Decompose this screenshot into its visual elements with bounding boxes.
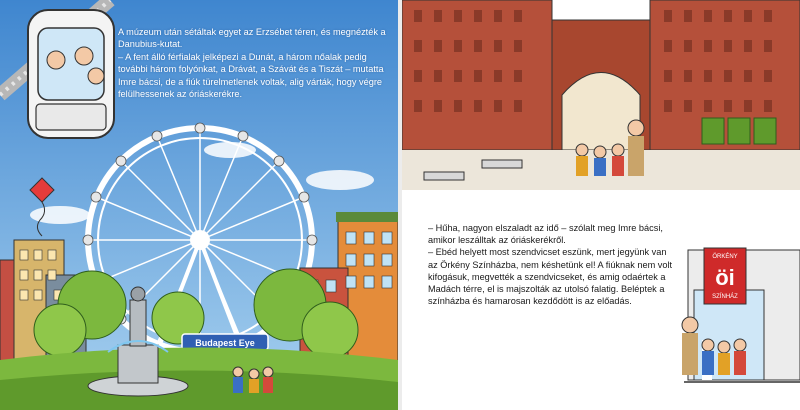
left-page-text xyxy=(118,26,386,100)
right-page xyxy=(402,0,800,410)
hedge-cubes xyxy=(702,118,776,144)
right-paragraph-1: – Hűha, nagyon elszaladt az idő – szólalt meg Imre bácsi, amikor leszálltak az óriáskerékről. xyxy=(428,223,663,246)
svg-text:öi: öi xyxy=(715,265,735,290)
people-group xyxy=(233,367,273,393)
madach-square-illustration xyxy=(402,0,800,410)
svg-text:SZÍNHÁZ: SZÍNHÁZ xyxy=(712,294,738,300)
orkeny-theatre-sign xyxy=(704,248,746,304)
svg-text:ÖRKÉNY: ÖRKÉNY xyxy=(712,254,738,260)
left-paragraph-1: A múzeum után sétáltak egyet az Erzsébet téren, és megnézték a Danubius-kutat. xyxy=(118,27,386,50)
right-page-text xyxy=(428,222,678,307)
gondola xyxy=(28,10,114,138)
right-paragraph-2: – Ebéd helyett most szendvicset eszünk, mert jegyünk van az Örkény Színházba, nem késhetünk el! A fiúknak nem volt kifogásuk, megvették a szendvicseket, és amig odaértek a Madách térre, el is majszolták az utolsó falatig. Beléptek a színházba és hamarosan kezdődött is az előadás. xyxy=(428,247,673,307)
svg-text:Budapest Eye: Budapest Eye xyxy=(195,338,255,348)
left-paragraph-2: – A fent álló férfialak jelképezi a Dunát, a három nőalak pedig további három folyónkat, a Drávát, a Szávát és a Tiszát – mutatta Imre bácsi, de a fiúk türelmetlenek voltak, alig várták, hogy végre felülhessenek az óriáskerékre. xyxy=(118,51,384,100)
